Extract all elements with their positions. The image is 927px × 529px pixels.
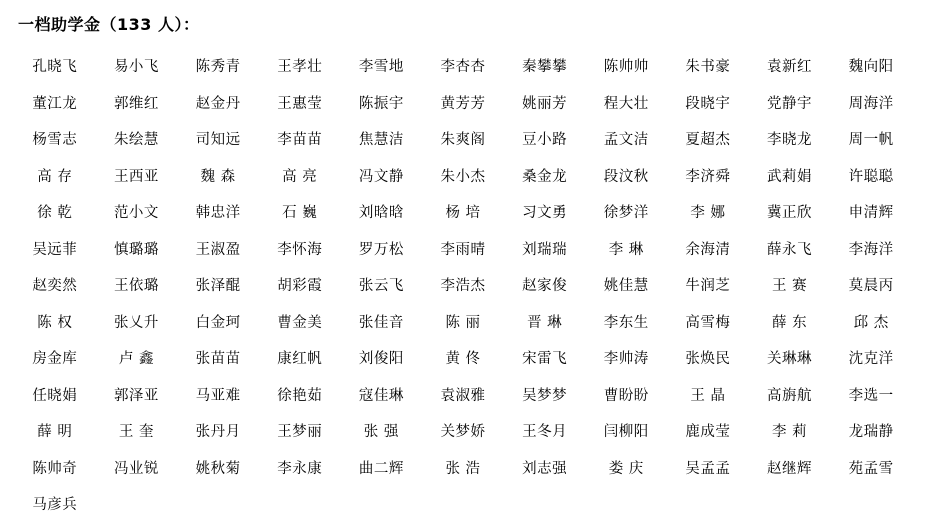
name-cell: 苑孟雪: [848, 460, 894, 477]
name-cell: 韩忠洋: [195, 205, 241, 221]
name-cell: 任晓娟: [32, 387, 78, 404]
name-cell: 李怀海: [277, 241, 323, 258]
name-cell: 吴远菲: [32, 241, 78, 258]
name-cell: 陈 权: [37, 314, 73, 331]
name-cell: 冀正欣: [767, 205, 813, 221]
name-cell: 范小文: [113, 205, 159, 221]
name-cell: 郭泽亚: [113, 387, 159, 404]
name-cell: 沈克洋: [848, 351, 894, 367]
name-cell: 康红帆: [277, 351, 323, 367]
name-cell: 李帅涛: [603, 351, 649, 367]
name-cell: 李 娜: [690, 205, 726, 221]
name-cell: 马彦兵: [32, 497, 78, 513]
name-cell: 董江龙: [32, 95, 78, 112]
name-cell: 鹿成莹: [685, 424, 731, 440]
name-cell: 李 莉: [771, 424, 808, 440]
name-cell: 姚秋菊: [195, 460, 241, 477]
name-cell: 晋 琳: [527, 314, 563, 331]
name-cell: 黄 佟: [445, 351, 481, 367]
name-cell: 程大壮: [603, 95, 649, 112]
name-cell: 张乂升: [113, 314, 159, 331]
name-cell: 赵奕然: [32, 278, 78, 294]
name-cell: 黄芳芳: [440, 95, 486, 112]
name-cell: 高 存: [37, 168, 73, 185]
name-cell: 李雨晴: [440, 241, 486, 258]
name-cell: 刘晗晗: [358, 205, 404, 221]
name-cell: 易小飞: [113, 59, 159, 75]
name-cell: 陈帅奇: [32, 460, 78, 477]
name-cell: 宋雷飞: [522, 351, 568, 367]
name-cell: 李选一: [848, 387, 894, 404]
name-cell: 牛润芝: [685, 278, 731, 294]
name-cell: 桑金龙: [522, 168, 568, 185]
name-cell: 罗万松: [358, 241, 404, 258]
name-cell: 李济舜: [685, 168, 731, 185]
name-list-grid: [14, 49, 912, 524]
name-cell: 高雪梅: [685, 314, 731, 331]
name-cell: 马亚难: [195, 387, 241, 404]
name-cell: 李晓龙: [767, 132, 813, 148]
name-cell: 习文勇: [522, 205, 568, 221]
name-cell: 冯文静: [358, 168, 404, 185]
name-cell: 张 浩: [445, 460, 481, 477]
name-cell: 袁淑雅: [440, 387, 486, 404]
name-cell: 房金库: [32, 351, 78, 367]
name-cell: 陈振宇: [358, 95, 404, 112]
page-title: 一档助学金（133 人）：: [18, 15, 200, 34]
name-cell: 王 奎: [118, 424, 154, 440]
name-cell: 袁新红: [767, 59, 813, 75]
name-cell: 徐 乾: [37, 205, 73, 221]
name-cell: 杨 培: [445, 205, 481, 221]
name-cell: 司知远: [195, 132, 241, 148]
name-cell: 王西亚: [113, 168, 159, 185]
name-cell: 孔晓飞: [32, 59, 78, 75]
name-cell: 莫晨丙: [848, 278, 894, 294]
name-cell: 张焕民: [685, 351, 731, 367]
name-cell: 张苗苗: [195, 351, 241, 367]
name-cell: 姚丽芳: [522, 95, 568, 112]
name-cell: 徐艳茹: [277, 387, 323, 404]
name-cell: 魏 森: [200, 168, 236, 185]
name-cell: 夏超杰: [685, 132, 731, 148]
name-cell: 张佳音: [358, 314, 404, 331]
name-cell: 薛永飞: [767, 241, 813, 258]
name-cell: 冯业锐: [113, 460, 159, 477]
name-cell: 曲二辉: [358, 460, 404, 477]
name-cell: 张 强: [363, 424, 399, 440]
name-cell: 徐梦洋: [603, 205, 649, 221]
name-cell: 石 巍: [282, 205, 318, 221]
name-cell: 陈 丽: [445, 314, 481, 331]
name-cell: 王梦丽: [277, 424, 323, 440]
name-cell: 薛 东: [771, 314, 808, 331]
name-cell: 李 琳: [608, 241, 644, 258]
name-cell: 高旃航: [767, 387, 813, 404]
name-cell: 陈秀青: [195, 59, 241, 75]
name-cell: 胡彩霞: [277, 278, 323, 294]
name-cell: 孟文洁: [603, 132, 649, 148]
name-cell: 秦攀攀: [522, 59, 568, 75]
name-cell: 王孝壮: [277, 59, 323, 75]
name-cell: 龙瑞静: [848, 424, 894, 440]
name-cell: 余海清: [685, 241, 731, 258]
name-cell: 曹金美: [277, 314, 323, 331]
name-cell: 王冬月: [522, 424, 568, 440]
name-cell: 姚佳慧: [603, 278, 649, 294]
name-cell: 杨雪志: [32, 132, 78, 148]
name-cell: 张云飞: [358, 278, 404, 294]
name-cell: 王 晶: [690, 387, 726, 404]
name-cell: 李雪地: [358, 59, 404, 75]
name-cell: 张泽醌: [195, 278, 241, 294]
name-cell: 朱小杰: [440, 168, 486, 185]
name-cell: 邱 杰: [853, 314, 889, 331]
name-cell: 李杏杏: [440, 59, 486, 75]
name-cell: 焦慧洁: [358, 132, 404, 148]
name-cell: 闫柳阳: [603, 424, 649, 440]
name-cell: 王惠莹: [277, 95, 323, 112]
name-cell: 郭维红: [113, 95, 159, 112]
name-cell: 高 亮: [282, 168, 318, 185]
name-cell: 吴孟孟: [685, 460, 731, 477]
name-cell: 寇佳琳: [358, 387, 404, 404]
name-cell: 关梦娇: [440, 424, 486, 440]
name-cell: 许聪聪: [848, 168, 894, 185]
name-cell: 李苗苗: [277, 132, 323, 148]
name-cell: 党静宇: [767, 95, 813, 112]
name-cell: 武莉娟: [767, 168, 813, 185]
name-cell: 李浩杰: [440, 278, 486, 294]
name-cell: 卢 鑫: [118, 351, 154, 367]
name-cell: 段晓宇: [685, 95, 731, 112]
name-cell: 刘俊阳: [358, 351, 404, 367]
name-cell: 娄 庆: [608, 460, 644, 477]
name-cell: 薛 明: [37, 424, 73, 440]
name-cell: 赵继辉: [767, 460, 813, 477]
name-cell: 魏向阳: [848, 59, 894, 75]
name-cell: 刘志强: [522, 460, 568, 477]
name-cell: 刘瑞瑞: [522, 241, 568, 258]
name-cell: 慎璐璐: [113, 241, 159, 258]
name-cell: 关琳琳: [767, 351, 813, 367]
name-cell: 周海洋: [848, 95, 894, 112]
name-cell: 王依璐: [113, 278, 159, 294]
name-cell: 赵金丹: [195, 95, 241, 112]
name-cell: 豆小路: [522, 132, 568, 148]
name-cell: 白金珂: [195, 314, 241, 331]
name-cell: 李东生: [603, 314, 649, 331]
name-cell: 段汶秋: [603, 168, 649, 185]
name-cell: 张丹月: [195, 424, 241, 440]
name-cell: 李永康: [277, 460, 323, 477]
name-cell: 申清辉: [848, 205, 894, 221]
name-cell: 王淑盈: [195, 241, 241, 258]
name-cell: 吴梦梦: [522, 387, 568, 404]
name-cell: 曹盼盼: [603, 387, 649, 404]
name-cell: 王 赛: [771, 278, 808, 294]
name-cell: 周一帆: [848, 132, 894, 148]
name-cell: 陈帅帅: [603, 59, 649, 75]
name-cell: 朱绘慧: [113, 132, 159, 148]
name-cell: 李海洋: [848, 241, 894, 258]
name-cell: 赵家俊: [522, 278, 568, 294]
name-cell: 朱爽阁: [440, 132, 486, 148]
name-cell: 朱书豪: [685, 59, 731, 75]
